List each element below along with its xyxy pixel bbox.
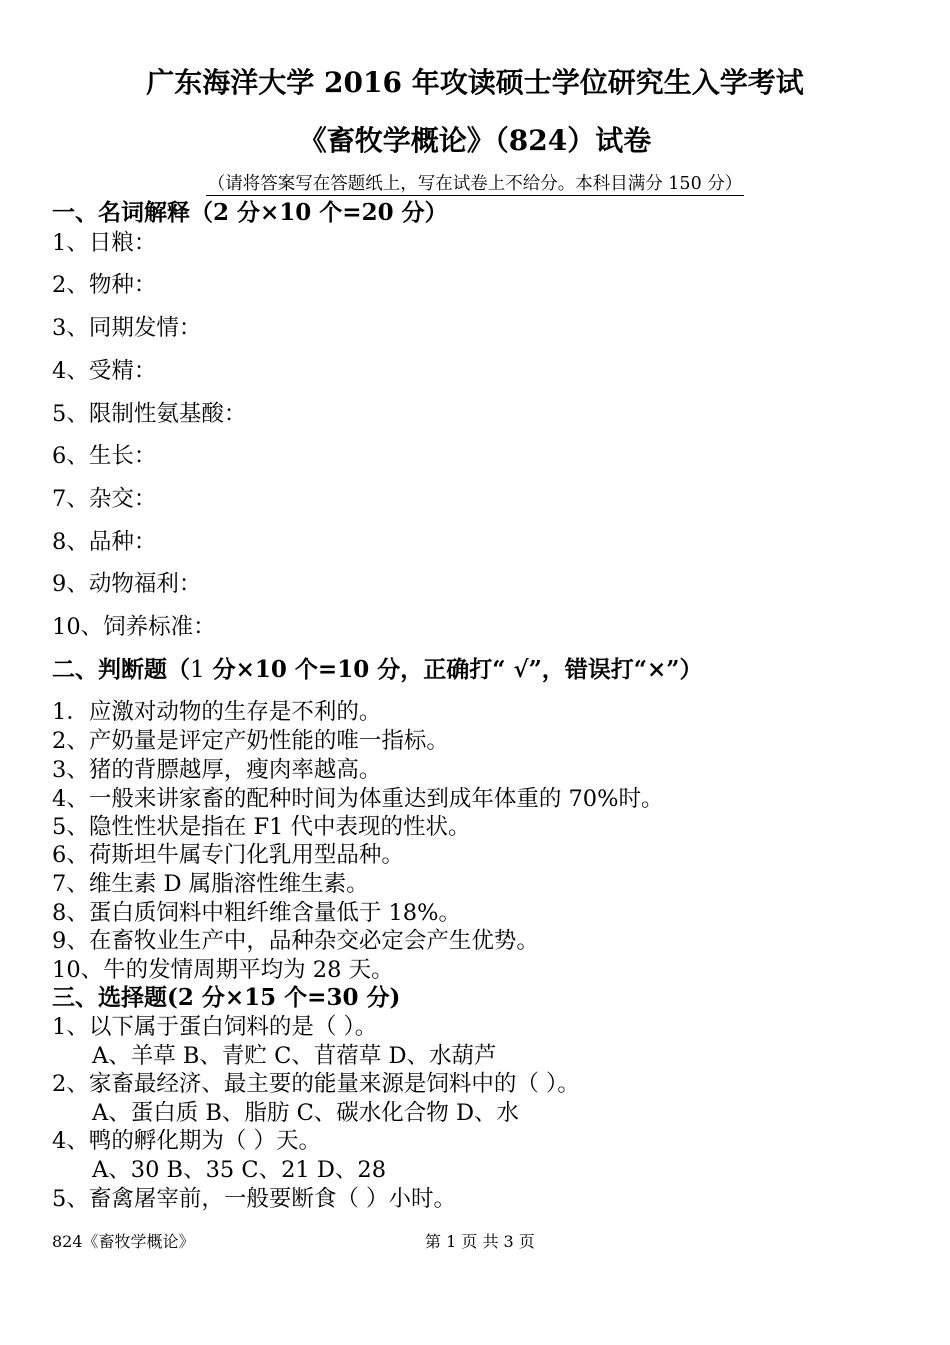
section-3-heading: 三、选择题(2 分×15 个=30 分) [52,984,401,1011]
judgment-item: 7、维生素 D 属脂溶性维生素。 [52,871,369,897]
term-item: 3、同期发情： [52,315,202,341]
choice-question: 2、家畜最经济、最主要的能量来源是饲料中的（ ）。 [52,1071,580,1097]
section-2-heading [52,655,703,685]
section-2-heading-b: 1 [190,657,205,683]
judgment-item: 10、牛的发情周期平均为 28 天。 [52,957,394,983]
choice-options: A、蛋白质 B、脂肪 C、碳水化合物 D、水 [92,1100,519,1126]
term-item: 5、限制性氨基酸： [52,401,247,427]
choice-question: 4、鸭的孵化期为（ ）天。 [52,1128,321,1154]
judgment-item: 5、隐性性状是指在 F1 代中表现的性状。 [52,814,471,840]
term-item: 7、杂交： [52,486,157,512]
term-item: 4、受精： [52,358,157,384]
section-2-heading-a: 二、判断题（ [52,656,190,683]
term-item: 1、日粮： [52,230,157,256]
term-item: 8、品种： [52,529,157,555]
judgment-item: 1．应激对动物的生存是不利的。 [52,699,382,725]
section-2-heading-c: 分×10 个=10 分，正确打“ √”，错误打“×”） [204,656,703,683]
exam-instruction-text: （请将答案写在答题纸上，写在试卷上不给分。本科目满分 150 分） [207,174,743,194]
choice-options: A、羊草 B、青贮 C、苜蓿草 D、水葫芦 [92,1043,497,1069]
judgment-item: 4、一般来讲家畜的配种时间为体重达到成年体重的 70%时。 [52,786,664,812]
judgment-item: 9、在畜牧业生产中，品种杂交必定会产生优势。 [52,928,539,954]
exam-title: 广东海洋大学 2016 年攻读硕士学位研究生入学考试 [146,66,804,99]
choice-question: 5、畜禽屠宰前，一般要断食（ ）小时。 [52,1186,456,1212]
term-item: 10、饲养标准： [52,614,216,640]
footer-course-name: 824《畜牧学概论》 [52,1232,195,1251]
term-item: 6、生长： [52,443,157,469]
term-item: 2、物种： [52,272,157,298]
judgment-item: 3、猪的背膘越厚，瘦肉率越高。 [52,757,382,783]
choice-question: 1、以下属于蛋白饲料的是（ ）。 [52,1014,378,1040]
judgment-item: 6、荷斯坦牛属专门化乳用型品种。 [52,842,404,868]
choice-options: A、30 B、35 C、21 D、28 [92,1157,387,1183]
footer-page-number: 第 1 页 共 3 页 [425,1232,535,1251]
exam-subtitle: 《畜牧学概论》（824）试卷 [298,124,652,157]
section-1-heading: 一、名词解释（2 分×10 个=20 分） [52,199,448,226]
judgment-item: 8、蛋白质饲料中粗纤维含量低于 18%。 [52,900,461,926]
term-item: 9、动物福利： [52,571,202,597]
exam-instruction-note [0,172,950,196]
judgment-item: 2、产奶量是评定产奶性能的唯一指标。 [52,728,449,754]
